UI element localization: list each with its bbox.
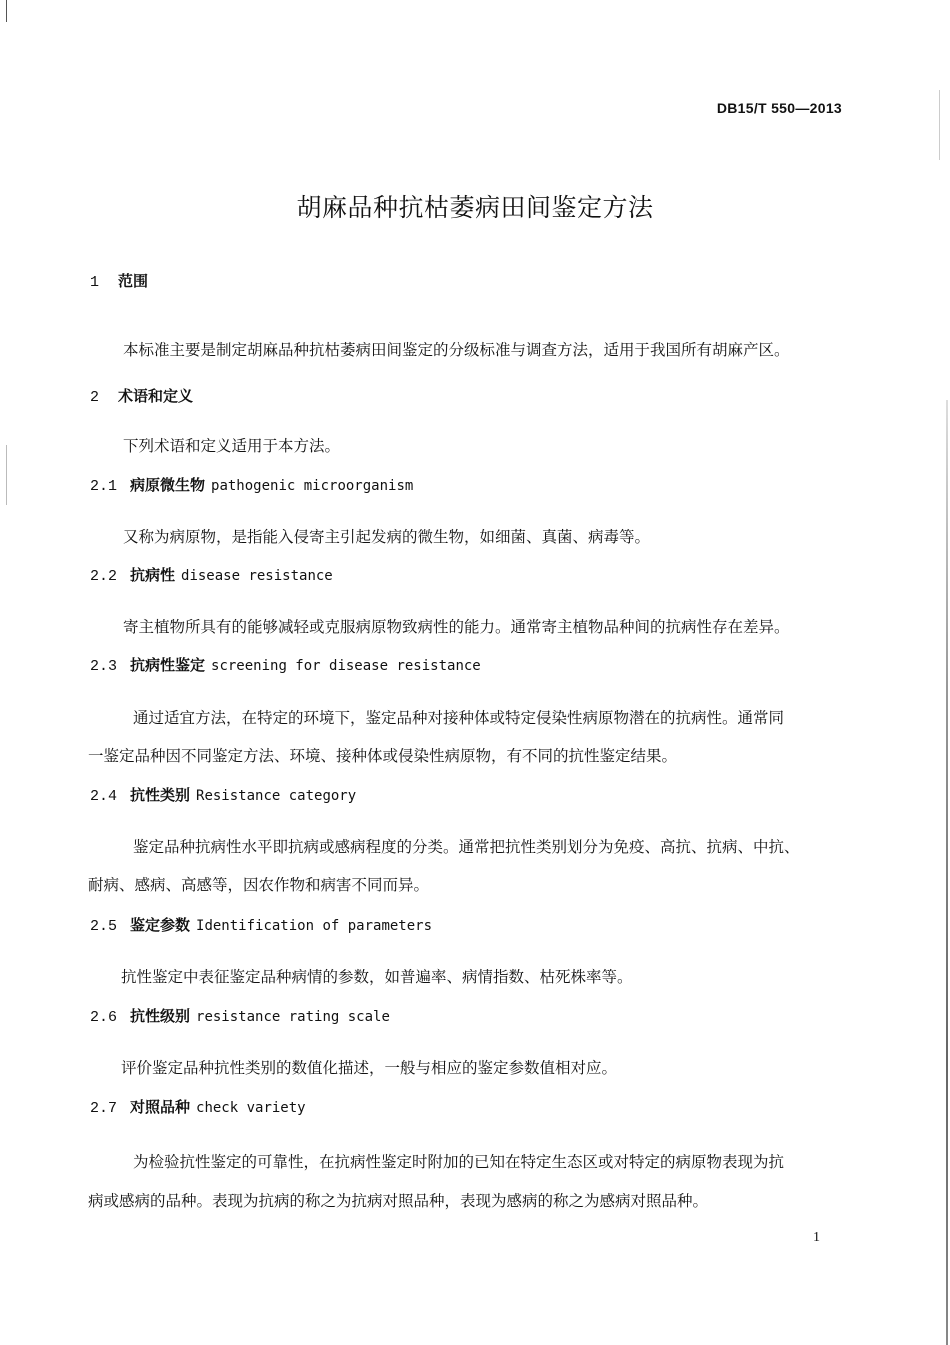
term-en: Identification of parameters xyxy=(196,918,433,934)
document-title: 胡麻品种抗枯萎病田间鉴定方法 xyxy=(296,193,654,222)
term-zh: 抗病性 xyxy=(130,566,176,584)
section-heading-1 xyxy=(90,270,148,291)
section-number: 2.6 xyxy=(90,1009,118,1026)
section-heading-2-7 xyxy=(90,1096,306,1117)
page-number: 1 xyxy=(813,1230,820,1245)
section-heading-2-5 xyxy=(90,914,432,935)
section-2-1-paragraph: 又称为病原物，是指能入侵寄主引起发病的微生物，如细菌、真菌、病毒等。 xyxy=(123,528,651,546)
term-en: resistance rating scale xyxy=(196,1009,390,1025)
section-number: 2 xyxy=(90,389,100,406)
section-2-3-paragraph-line2: 一鉴定品种因不同鉴定方法、环境、接种体或侵染性病原物，有不同的抗性鉴定结果。 xyxy=(88,747,678,765)
section-heading-2-3 xyxy=(90,654,481,675)
term-zh: 对照品种 xyxy=(130,1098,191,1116)
term-en: pathogenic microorganism xyxy=(211,478,414,494)
standard-code: DB15/T 550—2013 xyxy=(716,100,842,116)
scan-edge-mark xyxy=(939,90,940,160)
section-heading-2-6 xyxy=(90,1005,390,1026)
section-2-6-paragraph: 评价鉴定品种抗性类别的数值化描述，一般与相应的鉴定参数值相对应。 xyxy=(121,1059,618,1077)
term-zh: 鉴定参数 xyxy=(130,916,191,934)
section-2-7-paragraph-line2: 病或感病的品种。表现为抗病的称之为抗病对照品种，表现为感病的称之为感病对照品种。 xyxy=(88,1192,709,1210)
section-heading-2 xyxy=(90,385,193,406)
section-heading-2-4 xyxy=(90,784,356,805)
section-number: 2.3 xyxy=(90,658,118,675)
section-2-7-paragraph-line1: 为检验抗性鉴定的可靠性，在抗病性鉴定时附加的已知在特定生态区或对特定的病原物表现为抗 xyxy=(133,1153,785,1171)
section-2-3-paragraph-line1: 通过适宜方法，在特定的环境下，鉴定品种对接种体或特定侵染性病原物潜在的抗病性。通常同 xyxy=(133,709,785,727)
section-2-5-paragraph: 抗性鉴定中表征鉴定品种病情的参数，如普遍率、病情指数、枯死株率等。 xyxy=(121,968,633,986)
section-number: 1 xyxy=(90,274,100,291)
scan-edge-mark xyxy=(946,400,948,1345)
term-zh: 抗病性鉴定 xyxy=(130,656,206,674)
scan-edge-mark xyxy=(6,445,7,505)
term-en: screening for disease resistance xyxy=(211,658,481,674)
term-en: Resistance category xyxy=(196,788,357,804)
section-number: 2.5 xyxy=(90,918,118,935)
term-en: check variety xyxy=(196,1100,306,1116)
term-zh: 抗性类别 xyxy=(130,786,191,804)
section-2-4-paragraph-line1: 鉴定品种抗病性水平即抗病或感病程度的分类。通常把抗性类别划分为免疫、高抗、抗病、中抗、 xyxy=(133,838,800,856)
section-2-2-paragraph: 寄主植物所具有的能够减轻或克服病原物致病性的能力。通常寄主植物品种间的抗病性存在差异。 xyxy=(123,618,790,636)
term-en: disease resistance xyxy=(181,568,333,584)
section-heading-2-1 xyxy=(90,474,413,495)
section-title: 范围 xyxy=(118,272,149,290)
scan-edge-mark xyxy=(6,0,7,22)
section-number: 2.4 xyxy=(90,788,118,805)
section-2-paragraph: 下列术语和定义适用于本方法。 xyxy=(123,437,341,455)
section-number: 2.2 xyxy=(90,568,118,585)
term-zh: 抗性级别 xyxy=(130,1007,191,1025)
section-heading-2-2 xyxy=(90,564,333,585)
section-2-4-paragraph-line2: 耐病、感病、高感等，因农作物和病害不同而异。 xyxy=(88,876,430,894)
section-title: 术语和定义 xyxy=(118,387,194,405)
section-number: 2.1 xyxy=(90,478,118,495)
term-zh: 病原微生物 xyxy=(130,476,206,494)
section-number: 2.7 xyxy=(90,1100,118,1117)
section-1-paragraph: 本标准主要是制定胡麻品种抗枯萎病田间鉴定的分级标准与调查方法，适用于我国所有胡麻产区。 xyxy=(123,341,790,359)
